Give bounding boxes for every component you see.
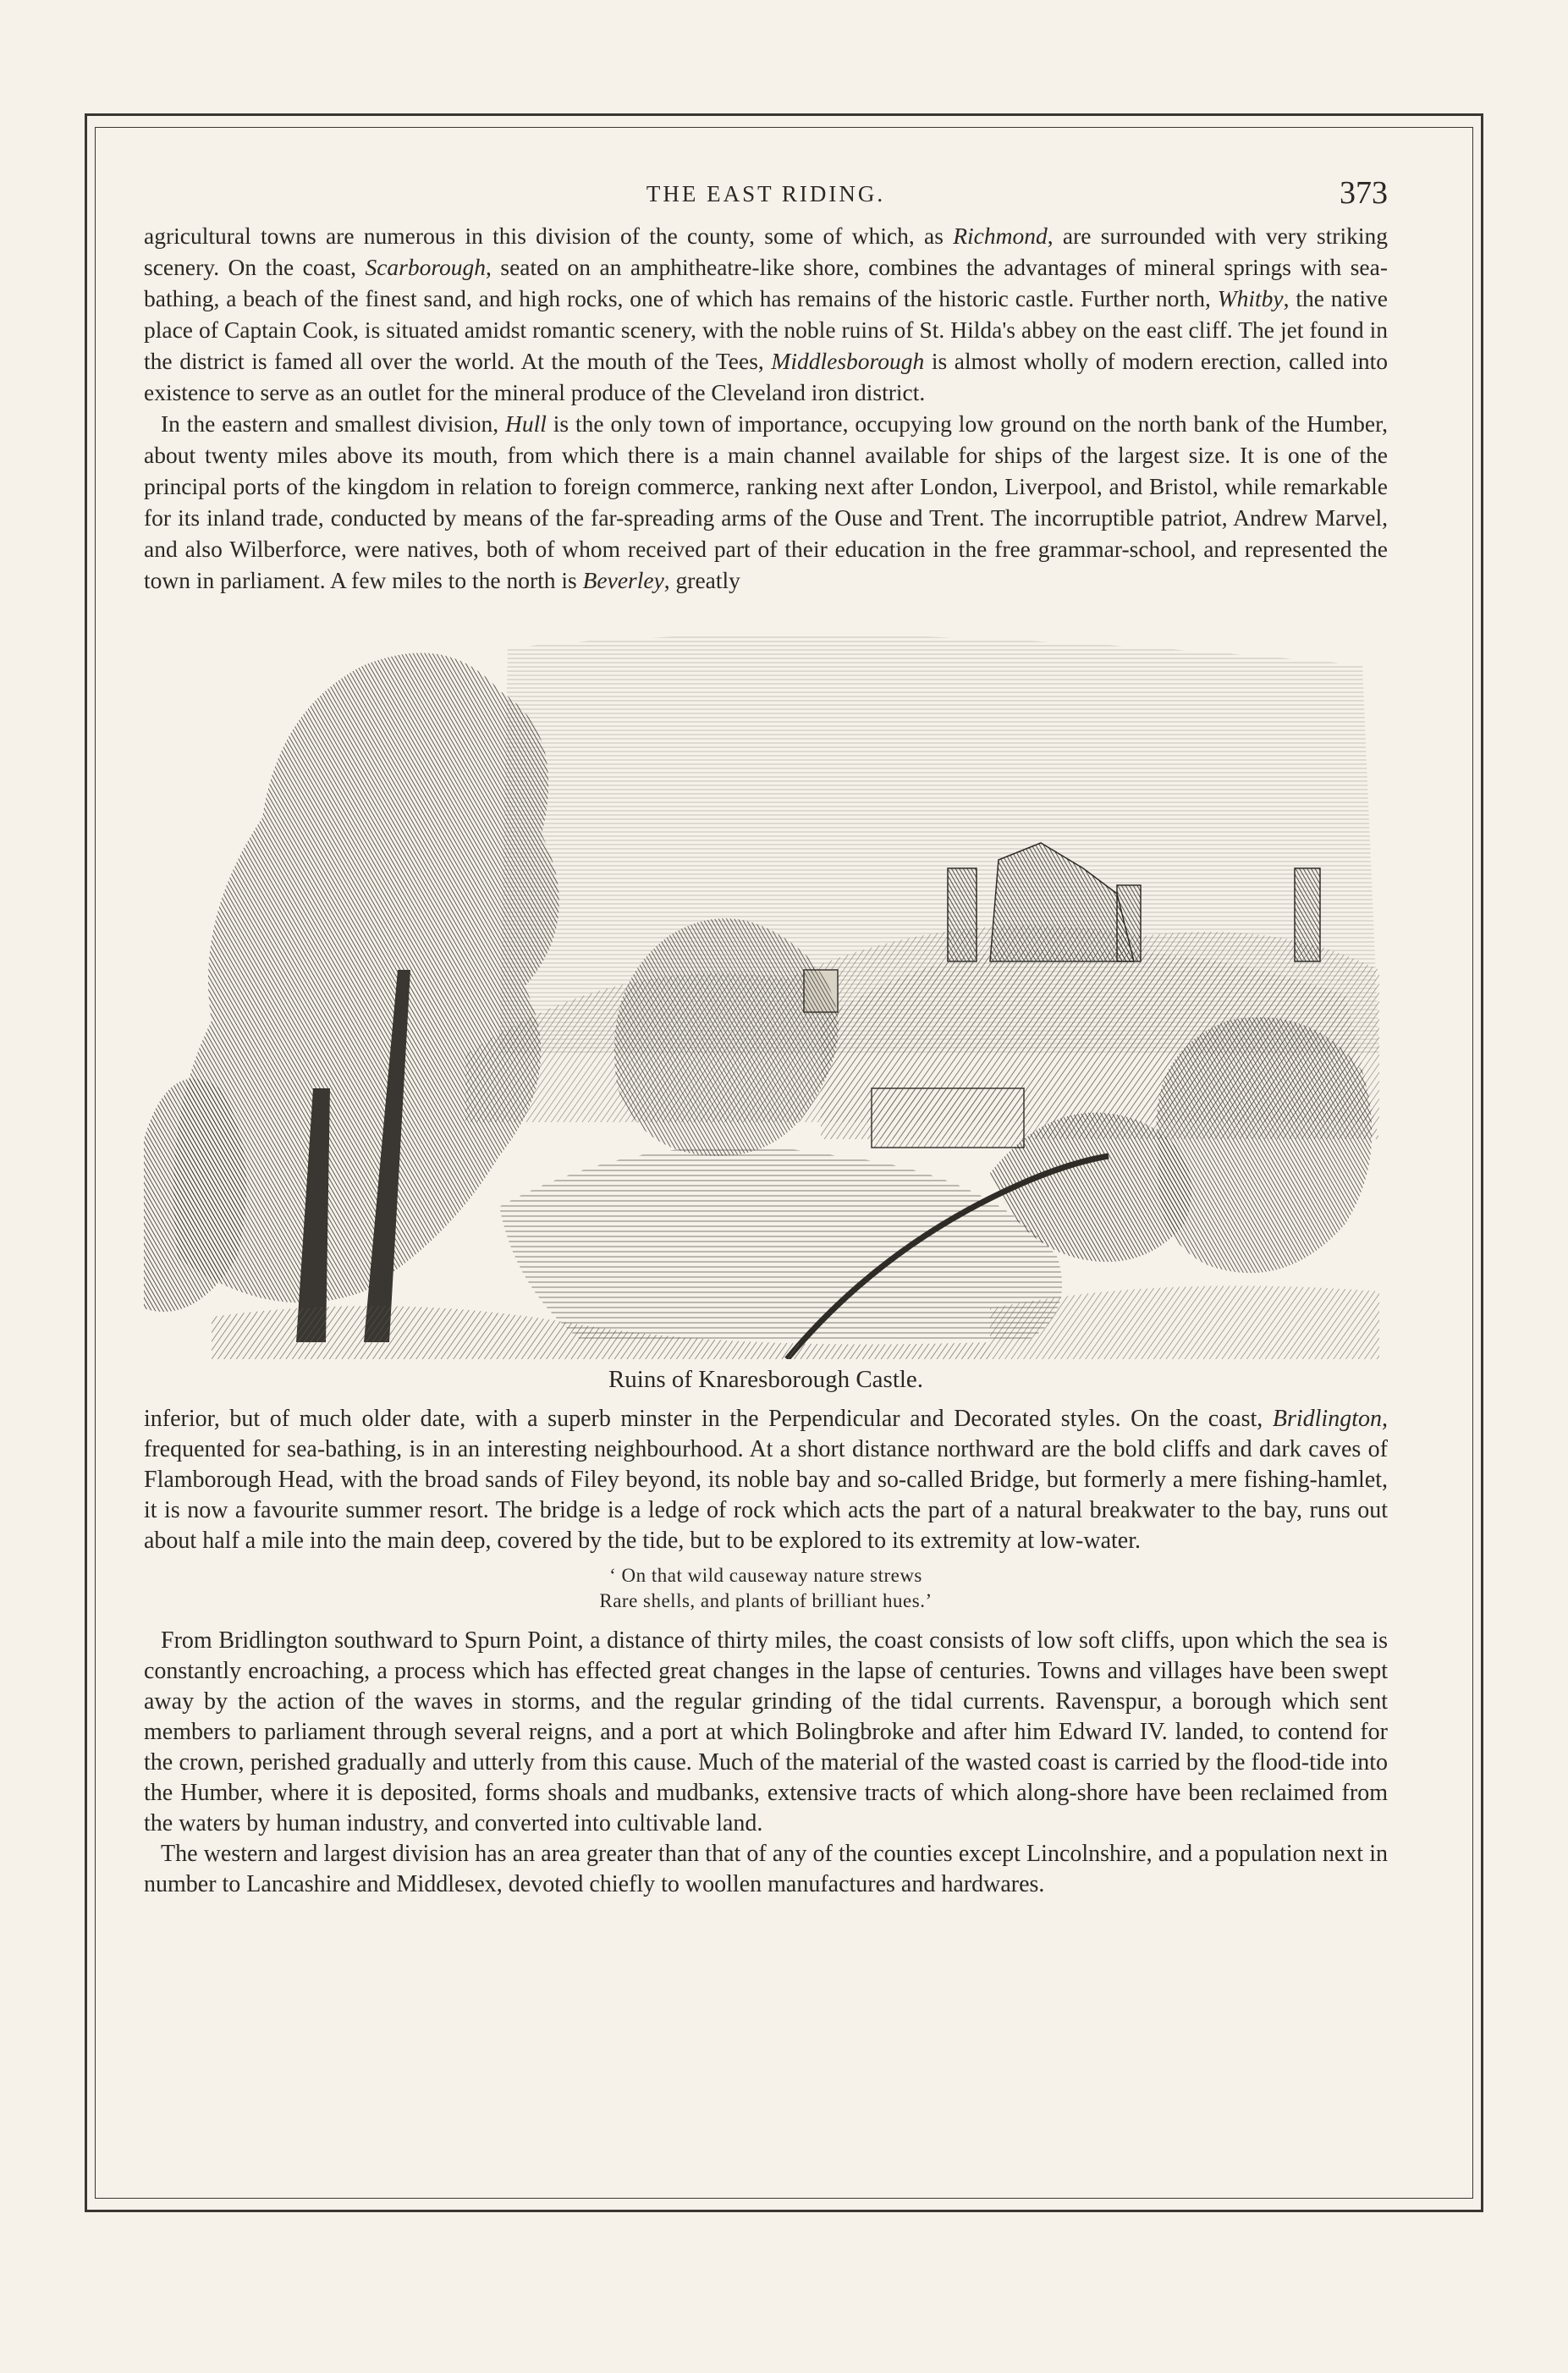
page-header (144, 169, 1388, 220)
place-bridlington: Bridlington, (1272, 1406, 1388, 1432)
paragraph-west-riding: The western and largest division has an area greater than that of any of the counties except Lincolnshire, and a population next in number to Lancashire and Middlesex, devoted chiefly to woollen manufactures and hardwares. (144, 1841, 1388, 1897)
verse-quotation (144, 1563, 1388, 1614)
place-hull: Hull (505, 410, 547, 437)
page-number: 373 (1340, 175, 1388, 211)
engraving-illustration (144, 614, 1388, 1359)
paragraph-north-riding: agricultural towns are numerous in this division of the county, some of which, as Richmond, are surrounded with very striking scenery. On the coast, Scarborough, seated on an amphitheatre-like shore, combines the advantages of mineral springs with sea-bathing, a beach of the finest sand, and high rocks, one of which has remains of the historic castle. Further north, Whitby, the native place of Captain Cook, is situated amidst romantic scenery, with the noble ruins of St. Hilda's abbey on the east cliff. The jet found in the district is famed all over the world. At the mouth of the Tees, Middlesborough is almost wholly of modern erection, called into existence to serve as an outlet for the mineral produce of the Cleveland iron district. (144, 223, 1388, 405)
paragraph-spurn-point: From Bridlington southward to Spurn Point, a distance of thirty miles, the coast consists of low soft cliffs, upon which the sea is constantly encroaching, a process which has effected great changes in the lapse of centuries. Towns and villages have been swept away by the action of the waves in storms, and the regular grinding of the tidal currents. Ravenspur, a borough which sent members to parliament through several reigns, and a port at which Bolingbroke and after him Edward IV. landed, to contend for the crown, perished gradually and utterly from this cause. Much of the material of the wasted coast is carried by the flood-tide into the Humber, where it is deposited, forms shoals and mudbanks, extensive tracts of which along-shore have been reclaimed from the waters by human industry, and converted into cultivable land. (144, 1627, 1388, 1836)
engraving-knaresborough-castle (144, 614, 1388, 1359)
place-middlesborough: Middlesborough (771, 348, 925, 374)
verse-line-1: ‘ On that wild causeway nature strews (609, 1565, 922, 1586)
paragraph-east-riding: In the eastern and smallest division, Hull is the only town of importance, occupying low ground on the north bank of the Humber, about twenty miles above its mouth, from which there is a main channel available for ships of the largest size. It is one of the principal ports of the kingdom in relation to foreign commerce, ranking next after London, Liverpool, and Bristol, while remarkable for its inland trade, conducted by means of the far-spreading arms of the Ouse and Trent. The incorruptible patriot, Andrew Marvel, and also Wilberforce, were natives, both of whom received part of their education in the free grammar-school, and represented the town in parliament. A few miles to the north is Beverley, greatly (144, 410, 1389, 593)
running-title: THE EAST RIDING. (646, 181, 886, 206)
place-scarborough: Scarborough (365, 254, 487, 280)
place-whitby: Whitby (1217, 285, 1284, 311)
place-richmond: Richmond (953, 223, 1048, 249)
place-beverley: Beverley (582, 567, 664, 593)
figure-caption: Ruins of Knaresborough Castle. (608, 1366, 924, 1393)
verse-line-2: Rare shells, and plants of brilliant hues.’ (599, 1590, 933, 1611)
paragraph-bridlington: inferior, but of much older date, with a superb minster in the Perpendicular and Decorated styles. On the coast, Bridlington, frequented for sea-bathing, is in an interesting neighbourhood. At a short distance northward are the bold cliffs and dark caves of Flamborough Head, with the broad sands of Filey beyond, its noble bay and so-called Bridge, but formerly a mere fishing-hamlet, it is now a favourite summer resort. The bridge is a ledge of rock which acts the part of a natural breakwater to the bay, runs out about half a mile into the main deep, covered by the tide, but to be explored to its extremity at low-water. (144, 1406, 1388, 1554)
page-content (144, 169, 1388, 1900)
